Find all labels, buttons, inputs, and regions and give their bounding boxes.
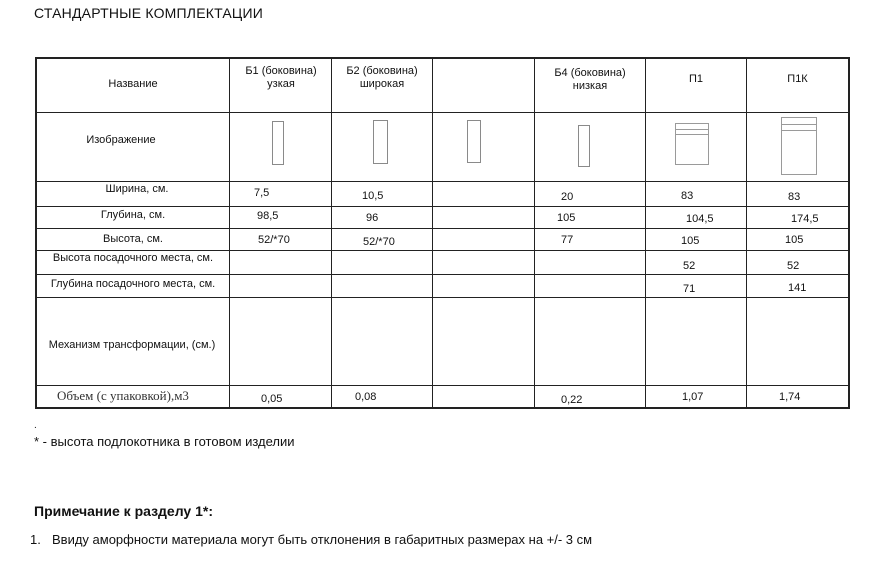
table-border-right [848,57,850,409]
p1k-width: 83 [788,191,801,203]
p1-seat-depth: 71 [683,283,696,295]
col-divider [229,57,230,409]
p1k-seat-depth: 141 [788,282,807,294]
row-label-seat-height: Высота посадочного места, см. [52,252,214,264]
sofa-module-p1k-image [781,117,817,175]
row-label-seat-depth: Глубина посадочного места, см. [50,278,216,290]
b1-depth: 98,5 [257,210,279,222]
col-divider [331,57,332,409]
row-divider [35,297,850,298]
page-title: СТАНДАРТНЫЕ КОМПЛЕКТАЦИИ [34,5,263,21]
column-header-b1: Б1 (боковина) узкая [245,65,317,90]
table-border-top [35,57,850,59]
col-divider [645,57,646,409]
b4-height: 77 [561,234,574,246]
b4-depth: 105 [557,212,576,224]
p1-volume: 1,07 [682,391,704,403]
armrest-low-image [578,125,590,167]
p1k-volume: 1,74 [779,391,801,403]
column-header-p1k: П1К [787,73,808,85]
row-divider [35,250,850,251]
table-border-bottom [35,407,850,409]
footnote: * - высота подлокотника в готовом изделии [34,434,295,449]
b1-volume: 0,05 [261,393,283,405]
footnote-mark: . [34,420,37,431]
p1k-depth: 174,5 [791,213,819,225]
armrest-image [467,120,481,163]
row-label-volume: Объем (с упаковкой),м3 [57,388,189,403]
b1-width: 7,5 [254,187,270,199]
row-divider [35,274,850,275]
column-header-b2: Б2 (боковина) широкая [346,65,418,90]
p1k-height: 105 [785,234,804,246]
row-divider [35,228,850,229]
row-label-image: Изображение [86,134,156,146]
b4-width: 20 [561,191,574,203]
note-item [30,532,592,547]
row-divider [35,112,850,113]
b2-width: 10,5 [362,190,384,202]
column-header-b4: Б4 (боковина) низкая [554,67,626,92]
note-item-text: Ввиду аморфности материала могут быть отклонения в габаритных размерах на +/- 3 см [52,532,593,547]
row-label-height: Высота, см. [102,233,163,245]
p1-height: 105 [681,235,700,247]
b4-volume: 0,22 [561,394,583,406]
sofa-module-p1-image [675,123,709,165]
row-divider [35,385,850,386]
p1-seat-height: 52 [683,260,696,272]
b1-height: 52/*70 [258,234,290,246]
p1-depth: 104,5 [686,213,714,225]
col-divider [432,57,433,409]
note-item-number: 1. [30,532,41,547]
armrest-narrow-image [272,121,284,165]
b2-depth: 96 [366,212,379,224]
row-divider [35,181,850,182]
armrest-wide-image [373,120,388,164]
row-label-depth: Глубина, см. [100,209,166,221]
row-divider [35,206,850,207]
column-header-name: Название [108,78,158,90]
col-divider [746,57,747,409]
b2-height: 52/*70 [363,236,395,248]
p1k-seat-height: 52 [787,260,800,272]
row-label-mechanism: Механизм трансформации, (см.) [48,339,216,351]
col-divider [534,57,535,409]
b2-volume: 0,08 [355,391,377,403]
note-title: Примечание к разделу 1*: [34,503,213,519]
p1-width: 83 [681,190,694,202]
column-header-p1: П1 [688,73,704,85]
configurations-table [35,57,850,409]
row-label-width: Ширина, см. [105,183,169,195]
